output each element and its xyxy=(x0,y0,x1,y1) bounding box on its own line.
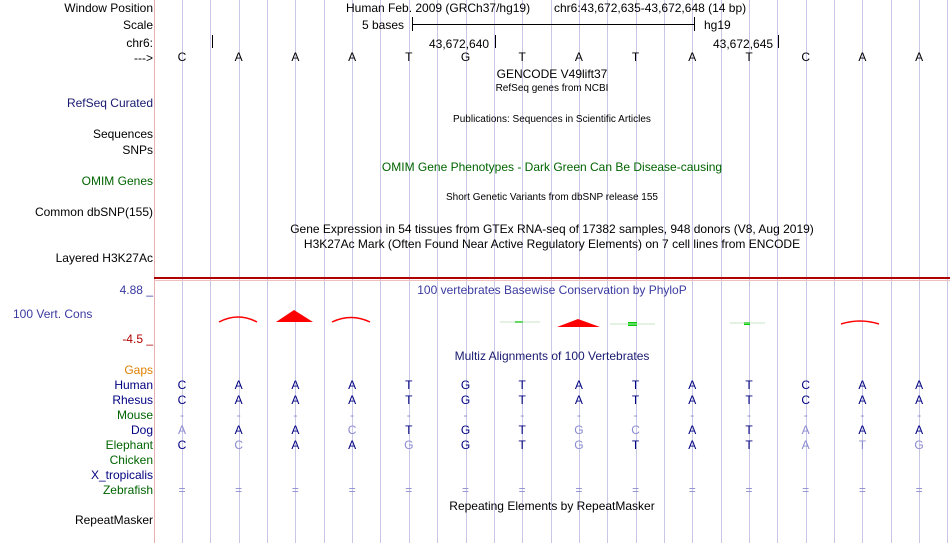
position-range: chr6:43,672,635-43,672,648 (14 bp) xyxy=(554,1,747,15)
alignment-base: A xyxy=(177,423,186,437)
species-label: X_tropicalis xyxy=(90,468,153,482)
cons-max-value: 4.88 _ xyxy=(119,283,153,297)
alignment-base: - xyxy=(747,408,751,422)
scale-bar-left-cap xyxy=(412,17,413,31)
alignment-base: C xyxy=(347,423,357,437)
reference-base: C xyxy=(177,50,187,64)
omim-track-title: OMIM Gene Phenotypes - Dark Green Can Be Disease-causing xyxy=(381,160,723,174)
alignment-base: C xyxy=(234,438,244,452)
species-label: Mouse xyxy=(116,408,153,422)
hg-label: hg19 xyxy=(704,18,731,32)
cons-peak-2 xyxy=(276,310,313,322)
alignment-base: T xyxy=(518,393,526,407)
chr-tick-1 xyxy=(495,35,496,48)
reference-base: T xyxy=(518,50,526,64)
alignment-base: A xyxy=(348,438,357,452)
grid-line xyxy=(295,0,296,543)
alignment-base: - xyxy=(236,408,241,422)
species-label: Chicken xyxy=(109,453,153,467)
chr-label: chr6: xyxy=(126,36,153,50)
alignment-base: C xyxy=(801,378,811,392)
chr-tick-2-label: 43,672,645 xyxy=(713,37,774,51)
alignment-base: C xyxy=(631,423,640,437)
alignment-base: = xyxy=(632,483,640,497)
alignment-base: A xyxy=(801,423,810,437)
alignment-base: = xyxy=(575,483,583,497)
alignment-base: - xyxy=(293,408,298,422)
alignment-base: - xyxy=(633,408,638,422)
reference-base: T xyxy=(745,50,753,64)
gaps-label: Gaps xyxy=(124,363,153,377)
window-position-label: Window Position xyxy=(64,1,153,15)
grid-line xyxy=(721,0,722,543)
reference-base: A xyxy=(688,50,697,64)
alignment-base: - xyxy=(180,408,184,422)
alignment-base: - xyxy=(406,408,411,422)
cons-min-value: -4.5 _ xyxy=(122,332,153,346)
assembly-title: Human Feb. 2009 (GRCh37/hg19) xyxy=(346,1,531,15)
alignment-base: G xyxy=(460,393,471,407)
alignment-base: T xyxy=(631,393,640,407)
alignment-base: = xyxy=(915,483,923,497)
grid-line xyxy=(891,0,892,543)
alignment-base: G xyxy=(460,423,471,437)
alignment-base: A xyxy=(915,423,924,437)
alignment-base: G xyxy=(404,438,414,452)
alignment-base: = xyxy=(802,483,810,497)
alignment-base: A xyxy=(801,438,810,452)
grid-line xyxy=(834,0,835,543)
alignment-base: A xyxy=(574,393,583,407)
reference-base: C xyxy=(801,50,811,64)
alignment-base: C xyxy=(177,378,187,392)
reference-base: A xyxy=(858,50,867,64)
alignment-base: T xyxy=(745,378,753,392)
highlight-line-shadow xyxy=(154,280,950,281)
alignment-base: - xyxy=(520,408,525,422)
alignment-base: - xyxy=(803,408,808,422)
refseq-track-subtitle: RefSeq genes from NCBI xyxy=(495,83,609,94)
chr-tick-1-label: 43,672,640 xyxy=(429,37,490,51)
alignment-base: A xyxy=(858,393,867,407)
alignment-base: T xyxy=(631,378,640,392)
alignment-base: - xyxy=(463,408,468,422)
alignment-base: - xyxy=(690,408,695,422)
alignment-base: G xyxy=(914,438,924,452)
cons-peak-3 xyxy=(332,318,370,323)
cons-peak-4 xyxy=(557,319,600,327)
alignment-base: = xyxy=(745,483,753,497)
alignment-base: C xyxy=(801,393,811,407)
alignment-base: C xyxy=(177,438,187,452)
gtex-track-title: Gene Expression in 54 tissues from GTEx RNA-seq of 17382 samples, 948 donors (V8, Aug 2019) xyxy=(290,222,814,236)
alignment-base: T xyxy=(518,438,526,452)
reference-base: A xyxy=(915,50,924,64)
cons-peak-1 xyxy=(219,317,257,322)
alignment-base: A xyxy=(348,378,357,392)
alignment-base: = xyxy=(858,483,866,497)
alignment-base: - xyxy=(350,408,355,422)
alignment-base: A xyxy=(858,378,867,392)
arrow-label: ---> xyxy=(134,51,153,65)
scale-label: Scale xyxy=(122,18,153,32)
alignment-base: = xyxy=(178,483,186,497)
grid-line xyxy=(664,0,665,543)
alignment-base: T xyxy=(405,378,413,392)
reference-base: A xyxy=(348,50,357,64)
alignment-base: A xyxy=(574,378,583,392)
alignment-base: = xyxy=(461,483,469,497)
grid-line xyxy=(862,0,863,543)
alignment-base: A xyxy=(688,393,697,407)
label-divider xyxy=(154,0,155,543)
grid-line xyxy=(239,0,240,543)
grid-line xyxy=(466,0,467,543)
species-label: Zebrafish xyxy=(102,483,153,497)
scale-bar-right-cap xyxy=(694,17,695,31)
grid-line xyxy=(380,0,381,543)
alignment-base: A xyxy=(291,423,300,437)
scale-bar xyxy=(413,24,695,25)
cons-track-label[interactable]: 100 Vert. Cons xyxy=(13,307,93,321)
cons-peak-5 xyxy=(841,321,879,324)
highlight-line xyxy=(154,277,950,279)
alignment-base: G xyxy=(460,438,471,452)
alignment-base: A xyxy=(234,393,243,407)
grid-line xyxy=(210,0,211,543)
grid-line xyxy=(947,0,948,543)
alignment-base: = xyxy=(688,483,696,497)
alignment-base: A xyxy=(291,393,300,407)
alignment-base: T xyxy=(745,423,753,437)
grid-line xyxy=(324,0,325,543)
alignment-base: A xyxy=(858,423,867,437)
alignment-base: T xyxy=(745,438,753,452)
alignment-base: A xyxy=(291,378,300,392)
gencode-track-title: GENCODE V49lift37 xyxy=(496,67,608,81)
alignment-base: A xyxy=(688,438,697,452)
reference-base: A xyxy=(574,50,583,64)
alignment-base: = xyxy=(235,483,243,497)
omim-track-label[interactable]: OMIM Genes xyxy=(81,174,153,188)
alignment-base: T xyxy=(631,438,640,452)
h3k27ac-track-title: H3K27Ac Mark (Often Found Near Active Regulatory Elements) on 7 cell lines from ENCODE xyxy=(303,237,801,251)
alignment-base: G xyxy=(574,438,584,452)
alignment-base: T xyxy=(518,378,526,392)
alignment-base: - xyxy=(917,408,922,422)
reference-base: G xyxy=(460,50,471,64)
reference-base: A xyxy=(234,50,243,64)
chr-tick-2 xyxy=(778,35,779,48)
grid-line xyxy=(749,0,750,543)
alignment-base: T xyxy=(405,393,413,407)
alignment-base: G xyxy=(574,423,584,437)
species-label: Human xyxy=(114,378,153,392)
alignment-base: A xyxy=(915,393,924,407)
sequences-track-label[interactable]: Sequences xyxy=(92,127,153,141)
alignment-base: T xyxy=(405,423,413,437)
alignment-base: A xyxy=(234,378,243,392)
grid-line xyxy=(777,0,778,543)
chr-tick-left xyxy=(212,35,213,48)
alignment-base: A xyxy=(688,378,697,392)
alignment-base: G xyxy=(460,378,471,392)
publications-track-title: Publications: Sequences in Scientific Articles xyxy=(453,114,651,125)
alignment-base: - xyxy=(860,408,865,422)
alignment-base: = xyxy=(405,483,413,497)
grid-line xyxy=(437,0,438,543)
alignment-base: = xyxy=(291,483,299,497)
dbsnp-track-label[interactable]: Common dbSNP(155) xyxy=(34,205,153,219)
alignment-base: A xyxy=(688,423,697,437)
grid-line xyxy=(267,0,268,543)
alignment-base: = xyxy=(348,483,356,497)
reference-base: T xyxy=(631,50,640,64)
repeatmasker-track-title: Repeating Elements by RepeatMasker xyxy=(449,499,655,513)
repeatmasker-track-label[interactable]: RepeatMasker xyxy=(74,513,153,527)
alignment-base: = xyxy=(518,483,526,497)
snps-track-label[interactable]: SNPs xyxy=(122,143,153,157)
refseq-track-label[interactable]: RefSeq Curated xyxy=(66,96,153,110)
grid-line xyxy=(919,0,920,543)
grid-line xyxy=(636,0,637,543)
alignment-base: T xyxy=(518,423,526,437)
cons-track-title: 100 vertebrates Basewise Conservation by PhyloP xyxy=(417,283,687,297)
scale-bases: 5 bases xyxy=(362,18,405,32)
conservation-wiggle xyxy=(0,300,950,340)
alignment-base: A xyxy=(291,438,300,452)
alignment-base: A xyxy=(915,378,924,392)
multiz-track-title: Multiz Alignments of 100 Vertebrates xyxy=(454,349,650,363)
alignment-base: T xyxy=(745,393,753,407)
grid-line xyxy=(409,0,410,543)
species-label: Dog xyxy=(130,423,153,437)
alignment-base: A xyxy=(234,423,243,437)
grid-line xyxy=(806,0,807,543)
h3k27ac-track-label[interactable]: Layered H3K27Ac xyxy=(55,251,153,265)
dbsnp-track-title: Short Genetic Variants from dbSNP release 155 xyxy=(446,192,658,203)
alignment-base: - xyxy=(576,408,581,422)
alignment-base: A xyxy=(348,393,357,407)
alignment-base: T xyxy=(858,438,867,452)
alignment-base: C xyxy=(177,393,187,407)
species-label: Elephant xyxy=(105,438,153,452)
grid-line xyxy=(692,0,693,543)
reference-base: T xyxy=(405,50,413,64)
reference-base: A xyxy=(291,50,300,64)
species-label: Rhesus xyxy=(112,393,153,407)
grid-line xyxy=(352,0,353,543)
grid-line xyxy=(182,0,183,543)
